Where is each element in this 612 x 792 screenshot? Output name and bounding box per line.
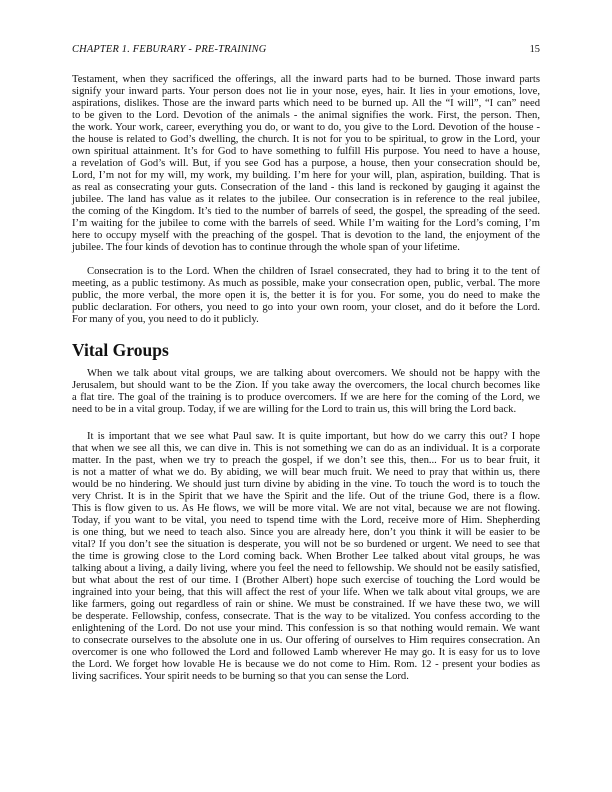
- text-line: ingrained into your being, that this will affect the rest of your life. When we talk about vital groups, we are: [72, 587, 540, 598]
- text-line: This is flow given to us. As He flows, we will be more vital. We are not vital, because we are not flowing.: [72, 503, 540, 514]
- text-line: meeting, as a public testimony. As much as possible, make your consecration open, public, verbal. The more: [72, 278, 540, 289]
- text-line: own spiritual attainment. It’s for God to have something to fulfill His purpose. You need to have a house,: [72, 146, 540, 157]
- text-line: is one thing, but we need to teach also. Since you are already here, don’t you think it will be easier to be: [72, 527, 540, 538]
- text-line: Today, if you want to be vital, you need to tspend time with the Lord, receive more of Him. Shepherding: [72, 515, 540, 526]
- text-line: public declaration. For others, you need to go into your own room, your closet, and do it before the Lord.: [72, 302, 540, 313]
- section-heading: Vital Groups: [72, 340, 169, 360]
- text-line: matter. In the past, when we try to preach the gospel, if we don’t see this, then... For us to bear fruit, it: [72, 455, 540, 466]
- text-line: talking about a living, a daily living, where you feel the need to fellowship. We should not be easily satisfied,: [72, 563, 540, 574]
- paragraph: [72, 368, 540, 416]
- text-line: a revelation of God’s will. But, if you see God has a purpose, a house, then your consecration should be,: [72, 158, 540, 169]
- text-line: living sacrifices. Your spirit needs to be burning so that you can sense the Lord.: [72, 671, 409, 682]
- text-line: would be no hindering. We should just turn divine by abiding in the vine. To touch the word is to touch the: [72, 479, 540, 490]
- text-line: enlightening of the Lord. Do not use your mind. This confession is so that nothing would remain. We want: [72, 623, 540, 634]
- text-line: Testament, when they sacrificed the offerings, all the inward parts had to be burned. Those inward parts: [72, 74, 540, 85]
- text-line: the coming of the Kingdom. It’s tied to the number of barrels of seed, the gospel, the spreading of the seed.: [72, 206, 540, 217]
- paragraph: [72, 74, 540, 254]
- text-line: When we talk about vital groups, we are talking about overcomers. We should not be happy with the: [87, 368, 540, 379]
- text-line: like farmers, going out regardless of rain or shine. We must be constrained. If we have these two, we will: [72, 599, 540, 610]
- paragraph: [72, 266, 540, 326]
- running-title: CHAPTER 1. FEBURARY - PRE-TRAINING: [72, 44, 267, 55]
- text-line: It is important that we see what Paul saw. It is quite important, but how do we carry this out? I hope: [87, 431, 540, 442]
- text-line: overcomer is one who followed the Lord and followed Lamb wherever He may go. It is easy for us to love: [72, 647, 540, 658]
- text-line: that when we see all this, we can dive in. This is not something we can do as an individual. It is a corporate: [72, 443, 540, 454]
- paragraph: [72, 431, 540, 683]
- text-line: the house is related to God’s dwelling, the church. It is not for you to be spiritual, to grow in the Lord, your: [72, 134, 540, 145]
- text-line: Consecration is to the Lord. When the children of Israel consecrated, they had to bring it to the tent of: [87, 266, 540, 277]
- running-header: [72, 44, 540, 56]
- text-line: the work. Your work, career, everything you do, or want to do, you give to the Lord. Devotion of the house -: [72, 122, 540, 133]
- text-line: I’m waiting for the jubilee to come with the barrels of seed. While I’m waiting for the Lord’s coming, I’m: [72, 218, 540, 229]
- text-line: vital? If you don’t see the situation is desperate, you will not be so burdened or urgent. We need to see that: [72, 539, 540, 550]
- text-line: as real as consecrating your guts. Consecration of the land - this land is reckoned by gauging it against the: [72, 182, 540, 193]
- text-line: aspirations, dislikes. Those are the inward parts which need to be burned up. All the “I will”, “I can” need: [72, 98, 540, 109]
- text-line: the time is growing close to the Lord coming back. When Brother Lee talked about vital groups, he was: [72, 551, 540, 562]
- text-line: Jerusalem, but should want to be the Zion. If you take away the overcomers, the local church becomes like: [72, 380, 540, 391]
- text-line: the Lord. We forget how lovable He is because we do not come to Him. Rom. 12 - present your bodies as: [72, 659, 540, 670]
- text-line: here to occupy myself with the preaching of the gospel. That is devotion to the land, the enjoyment of the: [72, 230, 540, 241]
- text-line: be desperate. Fellowship, confess, consecrate. That is the way to be vitalized. You confess according to the: [72, 611, 540, 622]
- text-line: jubilee. The land has value as it relates to the jubilee. Our consecration is in reference to the real jubilee,: [72, 194, 540, 205]
- text-line: Lord, I’m not for my will, my work, my building. I’m here for your will, plan, aspiration, building. That is: [72, 170, 540, 181]
- text-line: need to be in a vital group. Today, if we are willing for the Lord to train us, this will bring the Lord back.: [72, 404, 517, 415]
- text-line: but what about the rest of our time. I (Brother Albert) hope such exercise of touching the Lord would be: [72, 575, 540, 586]
- text-line: a flat tire. The goal of the training is to produce overcomers. If we are here for the coming of the Lord, we: [72, 392, 540, 403]
- text-line: public, the more verbal, the more open it is, the better it is for you. For some, you do need to make the: [72, 290, 540, 301]
- text-line: is not a matter of what we do. By abiding, we will bear much fruit. We need to pray that within us, there: [72, 467, 540, 478]
- text-line: jubilee. The four kinds of devotion has to continue through the whole span of your lifetime.: [72, 242, 460, 253]
- text-line: to be given to the Lord. Devotion of the animals - the animal signifies the work. First, the person. Then,: [72, 110, 540, 121]
- text-line: very Christ. It is in the Spirit that we have the Spirit and the life. Out of the triune God, there is a flow.: [72, 491, 540, 502]
- page-number: 15: [529, 44, 540, 55]
- text-line: signify your inward parts. Your person does not lie in your nose, eyes, hair. It lies in your emotions, love,: [72, 86, 540, 97]
- text-line: to consecrate ourselves to the absolute one in us. Our offering of ourselves to Him requires consecration. An: [72, 635, 540, 646]
- text-line: For many of you, you need to do it publicly.: [72, 314, 259, 325]
